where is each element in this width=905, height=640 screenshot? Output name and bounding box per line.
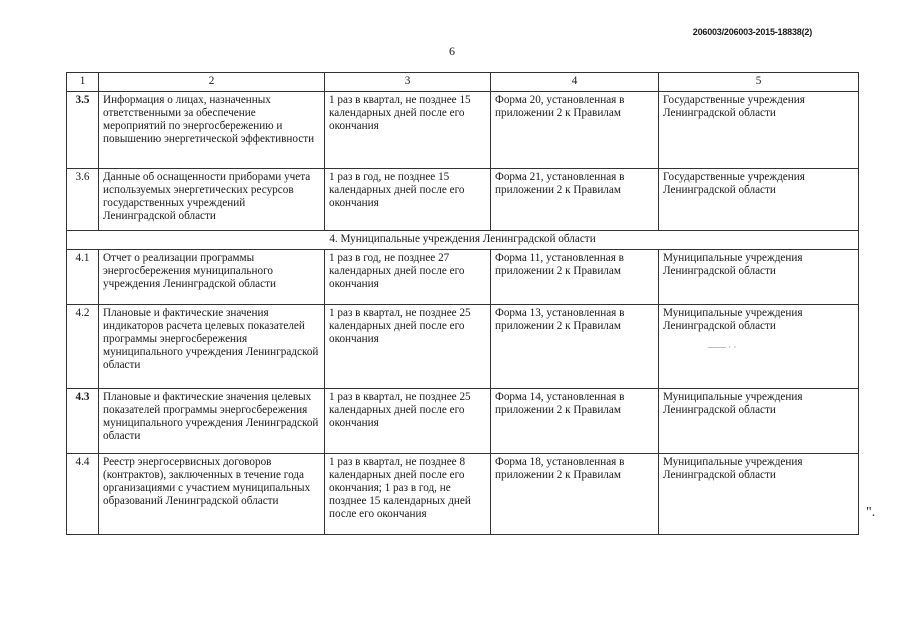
recipient-cell: Муниципальные учреждения Ленинградской области xyxy=(659,250,859,305)
recipient-cell: Муниципальные учреждения Ленинградской области xyxy=(659,305,859,389)
form-cell: Форма 11, установленная в приложении 2 к Правилам xyxy=(491,250,659,305)
handwritten-mark: —— · · xyxy=(708,342,737,352)
info-cell: Отчет о реализации программы энергосбережения муниципального учреждения Ленинградской области xyxy=(99,250,325,305)
recipient-cell: Муниципальные учреждения Ленинградской области xyxy=(659,454,859,535)
info-cell: Реестр энергосервисных договоров (контрактов), заключенных в течение года организациями с участием муниципальных образований Ленинградской области xyxy=(99,454,325,535)
row-number: 3.5 xyxy=(67,92,99,169)
form-cell: Форма 18, установленная в приложении 2 к Правилам xyxy=(491,454,659,535)
table-row xyxy=(67,389,859,454)
column-number: 4 xyxy=(491,73,659,92)
section-header-row xyxy=(67,231,859,250)
table-row xyxy=(67,169,859,231)
closing-quote-mark: ". xyxy=(866,505,876,520)
period-cell: 1 раз в квартал, не позднее 25 календарных дней после его окончания xyxy=(325,389,491,454)
column-number: 2 xyxy=(99,73,325,92)
form-cell: Форма 14, установленная в приложении 2 к Правилам xyxy=(491,389,659,454)
row-number: 4.2 xyxy=(67,305,99,389)
recipient-cell: Государственные учреждения Ленинградской области xyxy=(659,169,859,231)
column-number: 3 xyxy=(325,73,491,92)
period-cell: 1 раз в квартал, не позднее 8 календарных дней после его окончания; 1 раз в год, не позднее 15 календарных дней после его окончания xyxy=(325,454,491,535)
column-number: 1 xyxy=(67,73,99,92)
period-cell: 1 раз в квартал, не позднее 25 календарных дней после его окончания xyxy=(325,305,491,389)
period-cell: 1 раз в год, не позднее 15 календарных дней после его окончания xyxy=(325,169,491,231)
period-cell: 1 раз в год, не позднее 27 календарных дней после его окончания xyxy=(325,250,491,305)
page-number: 6 xyxy=(449,44,455,58)
row-number: 4.3 xyxy=(67,389,99,454)
row-number: 4.1 xyxy=(67,250,99,305)
table-row xyxy=(67,305,859,389)
table-row xyxy=(67,92,859,169)
reporting-table xyxy=(66,72,859,535)
column-number: 5 xyxy=(659,73,859,92)
recipient-cell: Государственные учреждения Ленинградской области xyxy=(659,92,859,169)
table-row xyxy=(67,250,859,305)
info-cell: Информация о лицах, назначенных ответственными за обеспечение мероприятий по энергосбережению и повышению энергетической эффективности xyxy=(99,92,325,169)
column-number-row xyxy=(67,73,859,92)
row-number: 4.4 xyxy=(67,454,99,535)
form-cell: Форма 20, установленная в приложении 2 к Правилам xyxy=(491,92,659,169)
info-cell: Данные об оснащенности приборами учета используемых энергетических ресурсов государственных учреждений Ленинградской области xyxy=(99,169,325,231)
info-cell: Плановые и фактические значения целевых показателей программы энергосбережения муниципального учреждения Ленинградской области xyxy=(99,389,325,454)
form-cell: Форма 13, установленная в приложении 2 к Правилам xyxy=(491,305,659,389)
info-cell: Плановые и фактические значения индикаторов расчета целевых показателей программы энергосбережения муниципального учреждения Ленинградской области xyxy=(99,305,325,389)
form-cell: Форма 21, установленная в приложении 2 к Правилам xyxy=(491,169,659,231)
period-cell: 1 раз в квартал, не позднее 15 календарных дней после его окончания xyxy=(325,92,491,169)
table-row xyxy=(67,454,859,535)
row-number: 3.6 xyxy=(67,169,99,231)
section-title: 4. Муниципальные учреждения Ленинградской области xyxy=(67,231,859,250)
recipient-cell: Муниципальные учреждения Ленинградской области xyxy=(659,389,859,454)
document-registration-number: 206003/206003-2015-18838(2) xyxy=(692,27,812,37)
